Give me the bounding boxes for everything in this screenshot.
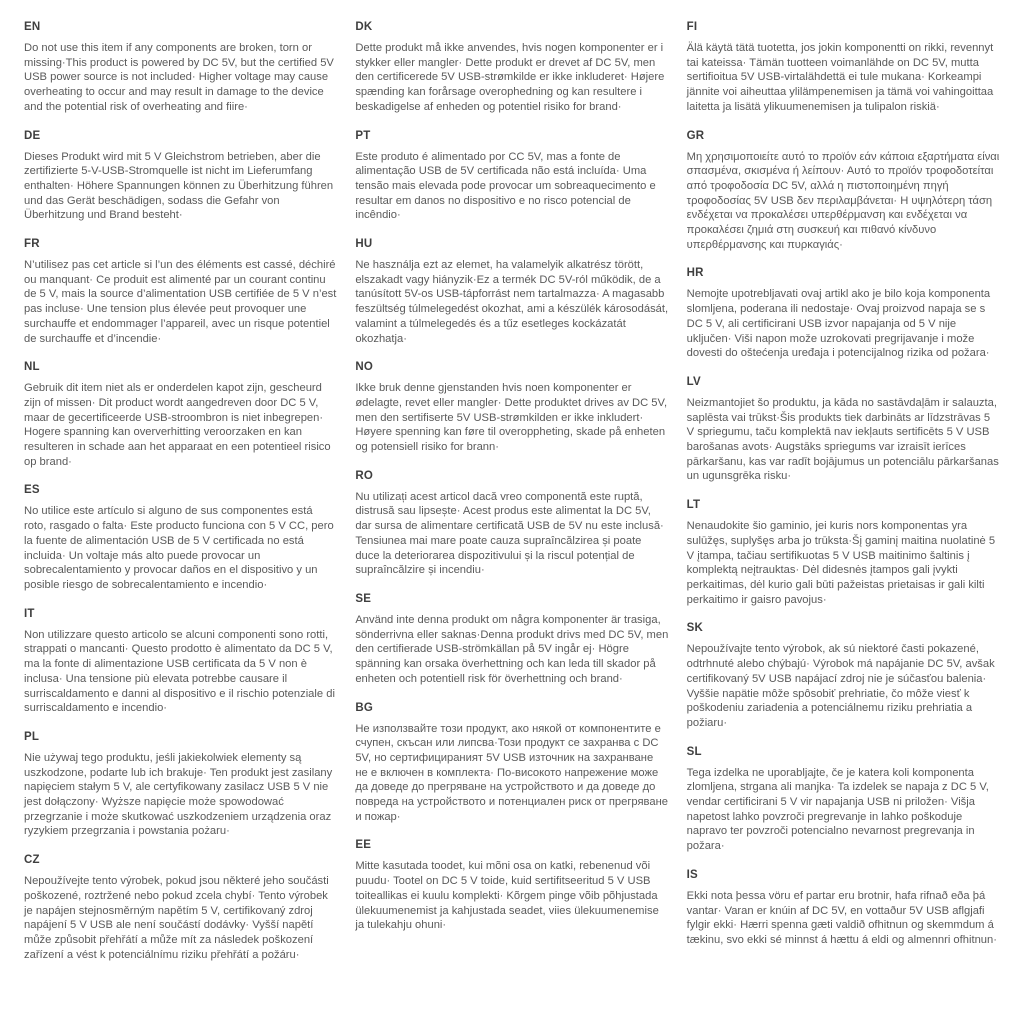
- language-section-dk: [355, 20, 668, 115]
- language-section-hr: [687, 266, 1000, 361]
- language-section-ee: [355, 838, 668, 933]
- warning-paragraph: Ekki nota þessa vöru ef partar eru brotnir, hafa rifnað eða þá vantar· Varan er knúin af DC 5V, en vottaður 5V USB aflgjafi fylgir ekki· Hærri spenna gæti valdið ofhitnun og skemmdum á tækinu, svo ekki sé minnst á hættu á eldi og almennri ofhitnun·: [686, 889, 997, 946]
- language-section-sl: [687, 745, 1000, 854]
- language-code-label: SL: [686, 745, 702, 758]
- column-middle: [355, 20, 668, 1014]
- language-section-lt: [687, 498, 1000, 607]
- warning-paragraph: Använd inte denna produkt om några komponenter är trasiga, sönderrivna eller saknas·Denna produkt drivs med DC 5V, men den certifierade USB-strömkällan på 5V ingår ej· Högre spänning kan orsaka överhettning och kan leda till skador på enheten och potentiell risk för överhettning och brand·: [355, 613, 669, 685]
- language-code-label: RO: [355, 469, 373, 482]
- language-code-label: IT: [24, 607, 35, 620]
- warning-paragraph: Ne használja ezt az elemet, ha valamelyik alkatrész törött, elszakadt vagy hiányzik·Ez a termék DC 5V-ról működik, de a tanúsított 5V-os USB-tápforrást nem tartalmazza· A magasabb feszültség túlmelegedést okozhat, ami a készülék károsodását, valamint a túlmelegedés és a tűz esetleges kockázatát okozhatja·: [355, 259, 669, 345]
- language-section-cz: [24, 853, 337, 962]
- language-code-label: EE: [355, 839, 372, 852]
- warning-paragraph: Ikke bruk denne gjenstanden hvis noen komponenter er ødelagte, revet eller mangler· Dette produktet drives av DC 5V, men den sertifiserte 5V USB-strømkilden er ikke inkludert· Høyere spenning kan føre til overoppheting, skade på enheten og potensiell risiko for brann·: [355, 382, 668, 454]
- warning-paragraph: Dette produkt må ikke anvendes, hvis nogen komponenter er i stykker eller mangler· Dette produkt er drevet af DC 5V, men den certificerede 5V USB-strømkilde er ikke inkluderet· Højere spænding kan forårsage overophedning og kan resultere i beskadigelse af enheden og potentiel risiko for brand·: [355, 42, 665, 113]
- warning-paragraph: Nemojte upotrebljavati ovaj artikl ako je bilo koja komponenta slomljena, poderana ili nedostaje· Ovaj proizvod napaja se s DC 5 V, ali certificirani USB izvor napajanja od 5 V nije uključen· Viši napon može uzrokovati pregrijavanje i može dovesti do oštećenja uređaja i potencijalnog rizika od požara·: [686, 288, 991, 360]
- warning-paragraph: Μη χρησιμοποιείτε αυτό το προϊόν εάν κάποια εξαρτήματα είναι σπασμένα, σκισμένα ή λείπουν· Αυτό το προϊόν τροφοδοτείται από τροφοδοσία DC 5V, αλλά η πιστοποιημένη πηγή τροφοδοσίας 5V USB δεν περιλαμβάνεται· Η υψηλότερη τάση ενδέχεται να προκαλέσει υπερθέρμανση και ενδέχεται να προκαλέσει ζημιά στη συσκευή και πιθανό κίνδυνο υπερθέρμανσης και πυρκαγιάς·: [686, 150, 1000, 251]
- warning-paragraph: Este produto é alimentado por CC 5V, mas a fonte de alimentação USB de 5V certificada não está incluída· Uma tensão mais elevada pode provocar um sobreaquecimento e resultar em danos no dispositivo e no risco potencial de incêndio·: [355, 150, 656, 222]
- warning-paragraph: Neizmantojiet šo produktu, ja kāda no sastāvdaļām ir salauzta, saplēsta vai trūkst·Šis produkts tiek darbināts ar līdzstrāvas 5 V spriegumu, taču komplektā nav iekļauts sertificēts 5 V USB barošanas avots· Augstāks spriegums var izraisīt ierīces pārkaršanu, kas var radīt bojājumus un potenciālu pārkaršanas un ugunsgrēka risku·: [686, 396, 999, 483]
- warning-paragraph: Nepoužívejte tento výrobek, pokud jsou některé jeho součásti poškozené, roztržené nebo pokud zcela chybí· Tento výrobek je napájen stejnosměrným napětím 5 V, certifikovaný zdroj napájení 5 V USB ale není součástí dodávky· Vyšší napětí může způsobit přehřátí a může mít za následek poškození zařízení a vést k potenciálnímu riziku přehřátí a požáru·: [24, 875, 329, 961]
- language-code-label: LT: [686, 499, 701, 512]
- language-section-fr: [24, 237, 337, 346]
- language-section-en: [24, 20, 337, 115]
- language-section-it: [24, 607, 337, 716]
- warning-paragraph: Do not use this item if any components are broken, torn or missing·This product is powered by DC 5V, but the certified 5V USB power source is not included· Higher voltage may cause overheating to occur and may result in damage to the device and the potential risk of overheating and fiire·: [24, 42, 334, 113]
- language-code-label: CZ: [24, 854, 40, 867]
- language-section-ro: [355, 469, 668, 578]
- language-code-label: HU: [355, 238, 373, 251]
- column-left: [24, 20, 337, 1014]
- language-code-label: DK: [355, 21, 373, 33]
- language-section-fi: [687, 20, 1000, 115]
- language-code-label: SE: [355, 592, 372, 605]
- warning-paragraph: N’utilisez pas cet article si l’un des éléments est cassé, déchiré ou manquant· Ce produit est alimenté par un courant continu de 5 V, mais la source d’alimentation USB certifiée de 5 V n’est pas incluse· Une tension plus élevée peut provoquer une surchauffe et endommager l’appareil, avec un risque potentiel de surchauffe et d’incendie·: [24, 259, 337, 345]
- language-section-se: [355, 592, 668, 687]
- language-code-label: NL: [24, 361, 40, 374]
- warning-paragraph: Nenaudokite šio gaminio, jei kuris nors komponentas yra sulūžęs, suplyšęs arba jo trūksta·Šį gaminį maitina nuolatinė 5 V įtampa, tačiau sertifikuotas 5 V USB maitinimo šaltinis į komplektą neįtrauktas· Dėl didesnės įtampos gali įvykti perkaitimas, dėl kurio gali būti pažeistas prietaisas ir gali kilti perkaitimo ir gaisro pavojus·: [686, 520, 996, 606]
- language-code-label: LV: [686, 375, 701, 388]
- language-section-sk: [687, 621, 1000, 730]
- language-section-es: [24, 483, 337, 592]
- language-code-label: GR: [686, 129, 705, 142]
- language-section-is: [687, 868, 1000, 948]
- warning-paragraph: Nu utilizați acest articol dacă vreo componentă este ruptă, distrusă sau lipsește· Acest produs este alimentat la DC 5V, dar sursa de alimentare certificată USB de 5V nu este inclusă· Tensiunea mai mare poate cauza supraîncălzirea și poate duce la deteriorarea dispozitivului și la riscul potențial de supraîncălzire și incendiu·: [355, 490, 664, 577]
- warning-paragraph: Dieses Produkt wird mit 5 V Gleichstrom betrieben, aber die zertifizierte 5-V-USB-Stromquelle ist nicht im Lieferumfang enthalten· Höhere Spannungen können zu Überhitzung führen und das Gerät beschädigen, sodass die Gefahr von Überhitzung und Brand besteht·: [24, 150, 334, 222]
- warning-paragraph: Mitte kasutada toodet, kui mõni osa on katki, rebenenud või puudu· Tootel on DC 5 V toide, kuid sertifitseeritud 5 V USB toiteallikas ei kuulu komplekti· Kõrgem pinge võib põhjustada ülekuumenemist ja kahjustada seadet, viies ülekuumenemise ja tulekahju ohuni·: [355, 860, 659, 932]
- language-code-label: NO: [355, 361, 373, 374]
- language-code-label: PT: [355, 129, 371, 142]
- language-code-label: FR: [24, 238, 40, 251]
- language-code-label: EN: [24, 21, 41, 33]
- warning-paragraph: Älä käytä tätä tuotetta, jos jokin komponentti on rikki, revennyt tai kateissa· Tämän tuotteen voimanlähde on DC 5V, mutta sertifioitua 5V USB-virtalähdettä ei tule mukana· Korkeampi jännite voi aiheuttaa ylilämpenemisen ja tämä voi vahingoittaa laitetta ja lisätä ylikuumenemisen ja tulipalon riskiä·: [686, 42, 994, 113]
- language-section-lv: [687, 375, 1000, 484]
- language-code-label: IS: [686, 868, 698, 881]
- language-code-label: PL: [24, 730, 40, 743]
- warning-paragraph: Nepoužívajte tento výrobok, ak sú niektoré časti pokazené, odtrhnuté alebo chýbajú· Výrobok má napájanie DC 5V, avšak certifikovaný 5V USB napájací zdroj nie je súčasťou balenia· Vyššie napätie môže spôsobiť prehriatie, čo môže viesť k poškodeniu zariadenia a potenciálnemu riziku prehriatia a požiaru·: [686, 643, 995, 729]
- language-code-label: FI: [686, 21, 698, 33]
- language-code-label: HR: [686, 267, 704, 280]
- language-section-hu: [355, 237, 668, 346]
- column-right: [687, 20, 1000, 1014]
- warning-paragraph: Non utilizzare questo articolo se alcuni componenti sono rotti, strappati o mancanti· Questo prodotto è alimentato da DC 5 V, ma la fonte di alimentazione USB certificata da 5 V non è inclusa· Una tensione più elevata potrebbe causare il surriscaldamento e danni al dispositivo e il rischio potenziale di surriscaldamento e incendio·: [24, 628, 335, 715]
- language-section-gr: [687, 129, 1000, 253]
- language-section-de: [24, 129, 337, 224]
- language-section-pt: [355, 129, 668, 224]
- warning-paragraph: Nie używaj tego produktu, jeśli jakiekolwiek elementy są uszkodzone, podarte lub ich brakuje· Ten produkt jest zasilany napięciem stałym 5 V, ale certyfikowany zasilacz USB 5 V nie jest dołączony· Wyższe napięcie może spowodować przegrzanie i może skutkować uszkodzeniem urządzenia oraz ryzykiem przegrzania i powstania pożaru·: [24, 751, 333, 838]
- language-section-pl: [24, 730, 337, 839]
- language-section-nl: [24, 360, 337, 469]
- warning-paragraph: No utilice este artículo si alguno de sus componentes está roto, rasgado o falta· Este producto funciona con 5 V CC, pero la fuente de alimentación USB de 5 V certificada no está incluida· Un voltaje más alto puede provocar un sobrecalentamiento y provocar daños en el dispositivo y un posible riesgo de sobrecalentamiento e incendio·: [24, 505, 334, 591]
- language-code-label: ES: [24, 484, 40, 497]
- language-code-label: DE: [24, 129, 41, 142]
- warning-paragraph: Не използвайте този продукт, ако някой от компонентите е счупен, скъсан или липсва·Този продукт се захранва с DC 5V, но сертифицираният 5V USB източник на захранване не е включен в комплекта· По-високото напрежение може да доведе до прегряване на устройството и да доведе до повреда на устройството и потенциален риск от прегряване и пожар·: [355, 722, 668, 823]
- language-code-label: SK: [686, 622, 704, 635]
- warning-paragraph: Gebruik dit item niet als er onderdelen kapot zijn, gescheurd zijn of missen· Dit product wordt aangedreven door DC 5 V, maar de gecertificeerde USB-stroombron is niet inbegrepen· Hogere spanning kan oververhitting veroorzaken en kan resulteren in schade aan het apparaat en een potentieel risico op brand·: [24, 382, 331, 468]
- language-code-label: BG: [355, 701, 373, 714]
- warning-paragraph: Tega izdelka ne uporabljajte, če je katera koli komponenta zlomljena, strgana ali manjka· Ta izdelek se napaja z DC 5 V, vendar certificirani 5 V vir napajanja USB ni priložen· Višja napetost lahko povzroči pregrevanje in lahko poškoduje napravo ter povzroči potencialno nevarnost pregrevanja in požara·: [686, 766, 989, 853]
- language-section-bg: [355, 701, 668, 825]
- language-section-no: [355, 360, 668, 455]
